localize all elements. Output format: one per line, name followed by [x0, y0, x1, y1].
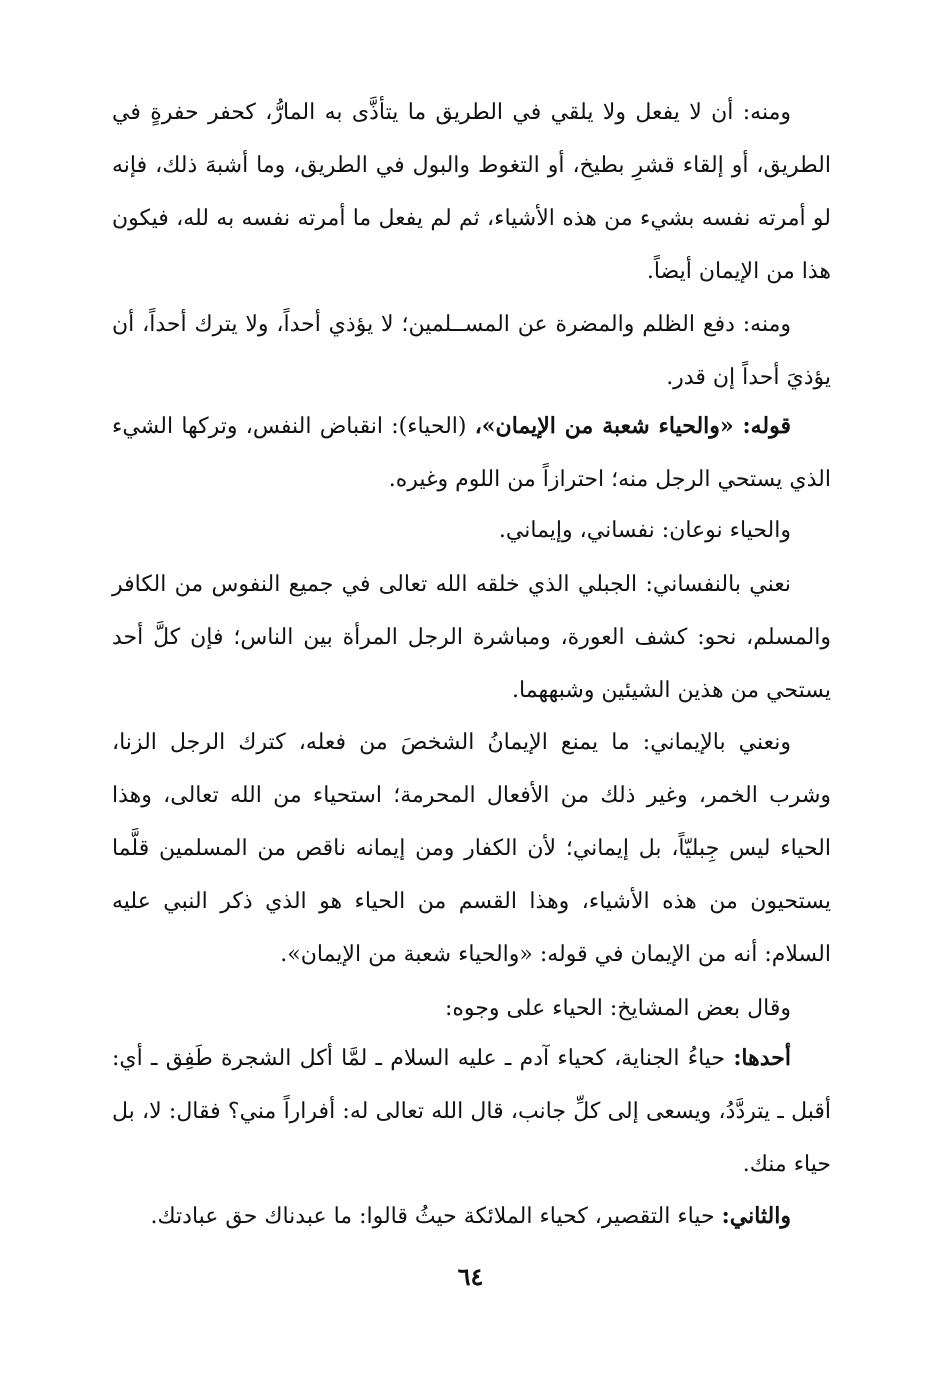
paragraph-5: نعني بالنفساني: الجبلي الذي خلقه الله تعالى في جميع النفوس من الكافر والمسلم، نحو: كشف العورة، ومباشرة الرجل المرأة بين الناس؛ فإن كلَّ أحد يستحي من هذين الشيئين وشبههما.: [112, 572, 831, 703]
paragraph-1: ومنه: أن لا يفعل ولا يلقي في الطريق ما يتأذَّى به المارُّ، كحفر حفرةٍ في الطريق، أو إلقاء قشرِ بطيخ، أو التغوط والبول في الطريق، وما أشبهَ ذلك، فإنه لو أمرته نفسه بشيء من هذه الأشياء، ثم لم يفعل ما أمرته نفسه به لله، فيكون هذا من الإيمان أيضاً.: [112, 100, 831, 284]
paragraph-6: ونعني بالإيماني: ما يمنع الإيمانُ الشخصَ من فعله، كترك الرجل الزنا، وشرب الخمر، وغير ذلك من الأفعال المحرمة؛ استحياء من الله تعالى، وهذا الحياء ليس جِبليّاً، بل إيماني؛ لأن الكفار ومن إيمانه ناقص من المسلمين قلَّما يستحيون من هذه الأشياء، وهذا القسم من الحياء هو الذي ذكر النبي عليه السلام: أنه من الإيمان في قوله: «والحياء شعبة من الإيمان».: [112, 730, 831, 967]
paragraph-9: والثاني: حياء التقصير، كحياء الملائكة حيثُ قالوا: ما عبدناك حق عبادتك.: [150, 1203, 791, 1229]
paragraph-7: وقال بعض المشايخ: الحياء على وجوه:: [444, 996, 791, 1021]
paragraph-4: والحياء نوعان: نفساني، وإيماني.: [498, 518, 791, 543]
paragraph-2: ومنه: دفع الظلم والمضرة عن المســلمين؛ لا يؤذي أحداً، ولا يترك أحداً، أن يؤذيَ أحداً إن قدر.: [112, 312, 831, 390]
page-number: ٦٤: [457, 1262, 484, 1291]
paragraph-8: أحدها: حياءُ الجناية، كحياء آدم ـ عليه السلام ـ لمَّا أكل الشجرة طَفِق ـ أي: أقبل ـ يتردَّدُ، ويسعى إلى كلِّ جانب، قال الله تعالى له: أفراراً مني؟ فقال: لا، بل حياء منك.: [112, 1045, 831, 1177]
paragraph-3: قوله: «والحياء شعبة من الإيمان»، (الحياء): انقباض النفس، وتركها الشيء الذي يستحي الرجل منه؛ احترازاً من اللوم وغيره.: [112, 413, 831, 492]
